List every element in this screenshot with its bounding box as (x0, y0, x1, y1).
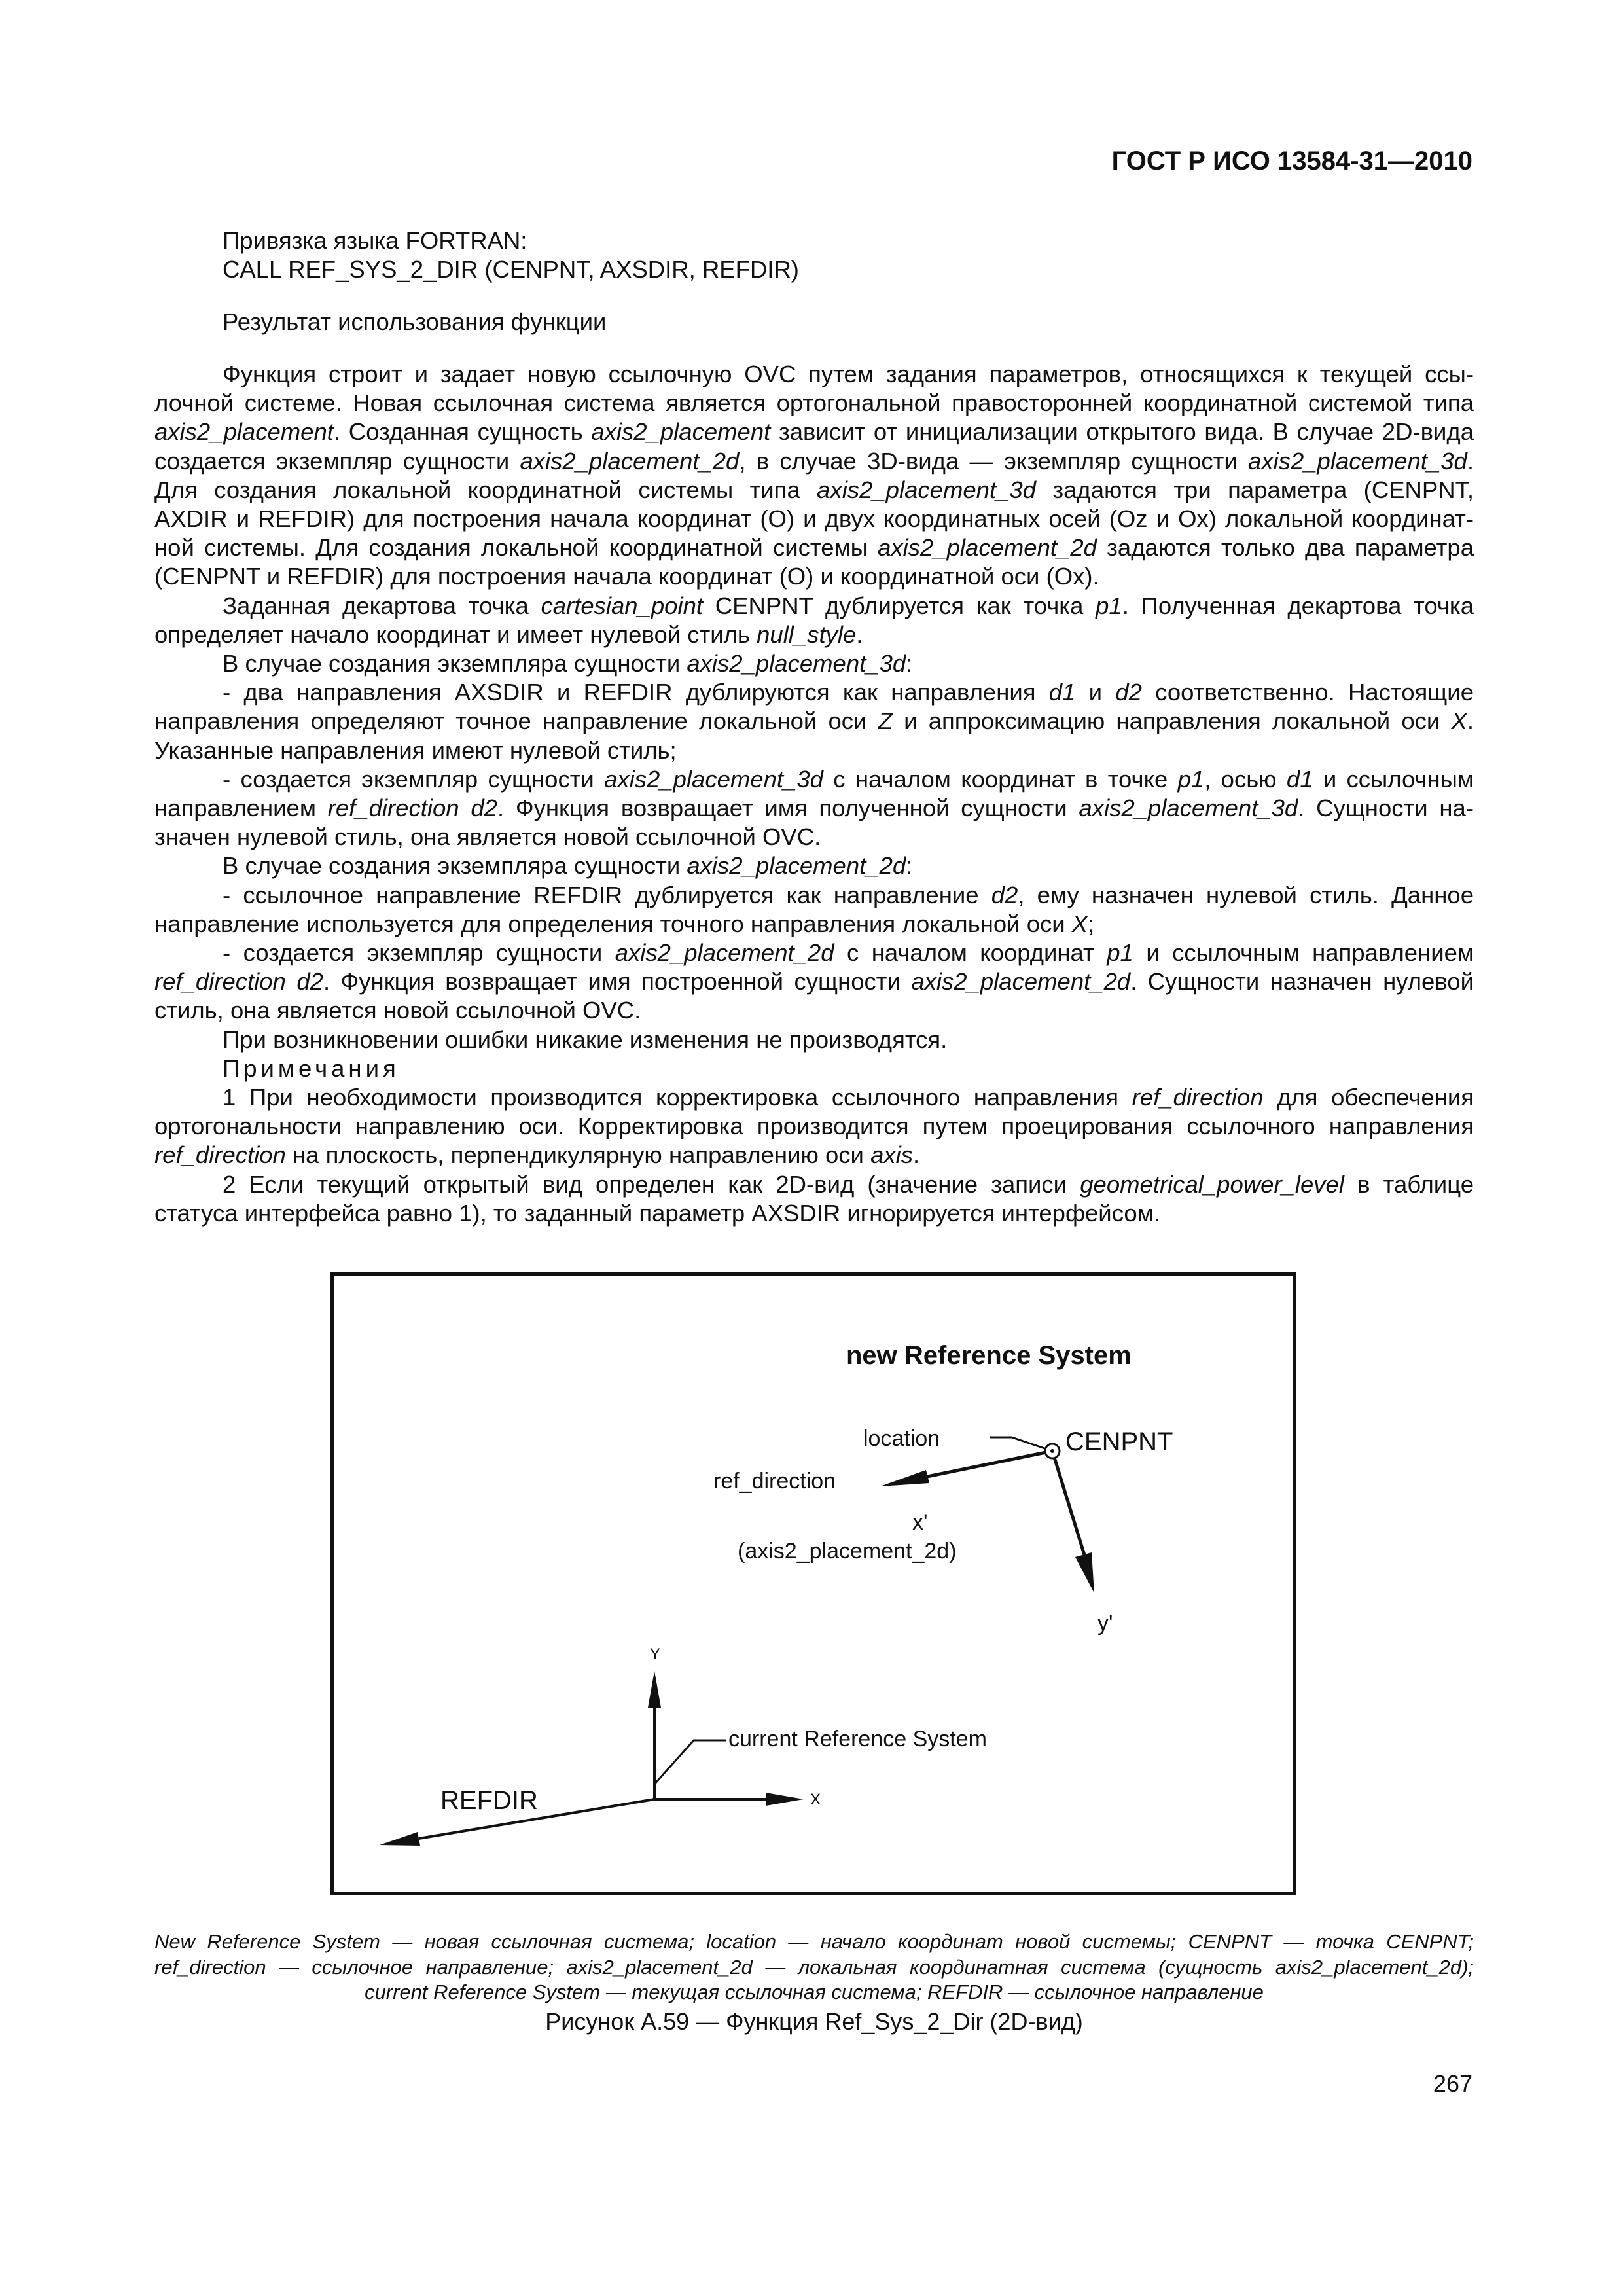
refdir-arrowhead (380, 1832, 420, 1846)
page-number: 267 (1433, 2070, 1472, 2097)
term: p1 (1177, 765, 1205, 793)
term: axis2_placement_3d (1079, 795, 1298, 822)
term: ref_direction (1132, 1084, 1264, 1111)
term: axis2_placement_3d (604, 765, 823, 793)
note-line: ортогональности направлению оси. Корректировка производится путем проецирования ссылочного направления (154, 1113, 1474, 1140)
text: зависит от инициализации открытого вида. В случае 2D-вида (770, 418, 1474, 446)
current-y-arrowhead (648, 1671, 661, 1708)
text: - ссылочное направление REFDIR дублируется как направление (223, 881, 991, 908)
text: 1 При необходимости производится корректировка ссылочного направления (223, 1084, 1132, 1111)
term: d2 (1115, 679, 1142, 706)
text: . Полученная декартова точка (1122, 592, 1474, 619)
term: ref_direction (154, 1141, 286, 1169)
body-text (154, 360, 1474, 1228)
term: ref_direction d2 (154, 968, 323, 996)
body-line (154, 881, 1474, 910)
text: и ссылочным направлением (1133, 939, 1474, 967)
body-line: Функция строит и задает новую ссылочную OVC путем задания параметров, относящихся к текущей ссы- (223, 361, 1474, 387)
figure-caption (154, 1929, 1474, 2005)
body-line: AXDIR и REFDIR) для построения начала координат (O) и двух координатных осей (Oz и Ox) локальной координат- (154, 505, 1474, 533)
caption-line: ref_direction — ссылочное направление; axis2_placement_2d — локальная координатная система (сущность axis2_placement_2d); (154, 1955, 1474, 1979)
body-line (154, 939, 1474, 967)
current-ref-system-label: current Reference System (728, 1727, 987, 1751)
text: , осью (1204, 765, 1287, 793)
axis2-placement-2d-label: (axis2_placement_2d) (738, 1539, 957, 1564)
caption-line: current Reference System — текущая ссылочная система; REFDIR — ссылочное направление (365, 1981, 1264, 2003)
body-line: значен нулевой стиль, она является новой ссылочной OVC. (154, 823, 821, 851)
text: определяет начало координат и имеет нулевой стиль (154, 620, 757, 648)
text: В случае создания экземпляра сущности (223, 650, 687, 677)
caption-line: New Reference System — новая ссылочная система; location — начало координат новой системы; CENPNT — точка CENPNT; (154, 1930, 1474, 1953)
text: создается экземпляр сущности (154, 447, 520, 475)
body-line (154, 476, 1474, 505)
text: соответственно. Настоящие (1141, 679, 1474, 706)
text: . (912, 1141, 920, 1169)
text: направления определяют точное направление локальной оси (154, 708, 878, 735)
text: . Функция возвращает имя полученной сущности (497, 795, 1079, 822)
term: p1 (1096, 592, 1122, 619)
term: axis2_placement_2d (878, 534, 1097, 562)
x-axis-label: X (810, 1791, 821, 1808)
body-line (154, 967, 1474, 996)
text: Заданная декартова точка (223, 592, 541, 619)
body-line (154, 794, 1474, 823)
term: axis2_placement_2d (911, 968, 1131, 996)
cenpnt-label: CENPNT (1065, 1427, 1173, 1456)
body-line (154, 620, 1474, 649)
term: X (1071, 910, 1088, 937)
body-line (154, 447, 1474, 476)
text: направлением (154, 795, 328, 822)
text: . (856, 620, 863, 648)
text: ной системы. Для создания локальной координатной системы (154, 534, 878, 562)
ref-direction-arrowhead (880, 1470, 929, 1486)
cenpnt-dot (1050, 1449, 1054, 1453)
note-line (154, 1170, 1474, 1199)
term: X (1451, 708, 1467, 735)
text: 2 Если текущий открытый вид определен как 2D-вид (значение записи (223, 1170, 1080, 1198)
body-line (154, 592, 1474, 620)
text: задаются три параметра (CENPNT, (1035, 476, 1474, 503)
text: и ссылочным (1313, 765, 1474, 793)
term: axis2_placement_3d (1248, 447, 1467, 475)
note-line: статуса интерфейса равно 1), то заданный параметр AXSDIR игнорируется интерфейсом. (154, 1199, 1160, 1227)
text: ; (1088, 910, 1095, 937)
text: Для создания локальной координатной системы типа (154, 476, 817, 503)
figure-frame (330, 1272, 1296, 1895)
term: d1 (1048, 679, 1076, 706)
text: с началом координат в точке (823, 765, 1178, 793)
text: : (906, 852, 913, 880)
term: axis2_placement_2d (520, 447, 740, 475)
text: , в случае 3D-вида — экземпляр сущности (739, 447, 1249, 475)
term: p1 (1107, 939, 1133, 967)
body-line (154, 910, 1474, 939)
term: axis2_placement_2d (615, 939, 834, 967)
term: axis2_placement_2d (687, 852, 906, 880)
figure-title: Рисунок А.59 — Функция Ref_Sys_2_Dir (2D-вид) (545, 2008, 1083, 2035)
term: null_style (757, 620, 857, 648)
term: ref_direction d2 (327, 795, 497, 822)
text: для обеспечения (1263, 1084, 1474, 1111)
text: . Сущности назначен нулевой (1130, 968, 1474, 996)
term: d1 (1286, 765, 1313, 793)
text: . (1467, 447, 1474, 475)
text: - создается экземпляр сущности (223, 765, 605, 793)
term: axis2_placement (154, 418, 334, 446)
y-prime-arrow-shaft (1052, 1451, 1085, 1557)
text: CENPNT дублируется как точка (703, 592, 1096, 619)
body-line: При возникновении ошибки никакие изменения не производятся. (223, 1026, 948, 1053)
location-label: location (863, 1426, 940, 1451)
body-line: Указанные направления имеют нулевой стиль; (154, 736, 677, 764)
body-line (154, 418, 1474, 446)
section-heading: Результат использования функции (223, 308, 607, 335)
text: . Созданная сущность (333, 418, 592, 446)
text: : (906, 650, 913, 677)
body-line (154, 852, 1474, 880)
standard-id: ГОСТ Р ИСО 13584-31—2010 (1111, 147, 1472, 175)
text: В случае создания экземпляра сущности (223, 852, 687, 880)
new-ref-system-label: new Reference System (846, 1341, 1132, 1370)
text: . (1467, 708, 1474, 735)
current-x-arrowhead (766, 1793, 804, 1806)
text: и аппроксимацию направления локальной оси (892, 708, 1452, 735)
text: - создается экземпляр сущности (223, 939, 615, 967)
text: . Сущности на- (1298, 795, 1474, 822)
current-ref-leader (654, 1740, 726, 1799)
y-prime-label: y' (1097, 1611, 1113, 1636)
term: cartesian_point (541, 592, 704, 619)
text: в таблице (1344, 1170, 1474, 1198)
location-leader-line (990, 1437, 1052, 1451)
body-line (154, 707, 1474, 736)
text: с началом координат (834, 939, 1107, 967)
body-line: стиль, она является новой ссылочной OVC. (154, 997, 641, 1024)
y-axis-label: Y (650, 1645, 661, 1663)
notes-heading: Примечания (223, 1054, 400, 1082)
binding-line: Привязка языка FORTRAN: (223, 227, 527, 254)
note-line (154, 1141, 1474, 1170)
term: axis2_placement_3d (817, 476, 1036, 503)
y-prime-arrowhead (1075, 1552, 1094, 1593)
body-line (154, 678, 1474, 707)
ref-direction-label: ref_direction (713, 1469, 836, 1494)
text: и (1075, 679, 1116, 706)
text: . Функция возвращает имя построенной сущности (323, 968, 912, 996)
text: на плоскость, перпендикулярную направлению оси (285, 1141, 871, 1169)
body-line: (CENPNT и REFDIR) для построения начала координат (O) и координатной оси (Ox). (154, 563, 1099, 590)
body-line (154, 533, 1474, 562)
text: задаются только два параметра (1096, 534, 1474, 562)
term: Z (878, 708, 893, 735)
refdir-label: REFDIR (440, 1786, 538, 1815)
term: axis2_placement (591, 418, 771, 446)
body-line (154, 765, 1474, 794)
term: axis2_placement_3d (687, 650, 906, 677)
term: axis (870, 1141, 913, 1169)
body-line (154, 649, 1474, 678)
note-line (154, 1083, 1474, 1112)
text: , ему назначен нулевой стиль. Данное (1018, 881, 1474, 908)
term: geometrical_power_level (1080, 1170, 1344, 1198)
x-prime-label: x' (912, 1510, 928, 1535)
term: d2 (991, 881, 1018, 908)
text: - два направления AXSDIR и REFDIR дублируются как направления (223, 679, 1049, 706)
binding-call: CALL REF_SYS_2_DIR (CENPNT, AXSDIR, REFDIR) (223, 256, 799, 283)
body-line: лочной системе. Новая ссылочная система является ортогональной правосторонней координатной системой типа (154, 389, 1474, 417)
text: направление используется для определения точного направления локальной оси (154, 910, 1072, 937)
ref-direction-arrow-shaft (924, 1451, 1052, 1477)
